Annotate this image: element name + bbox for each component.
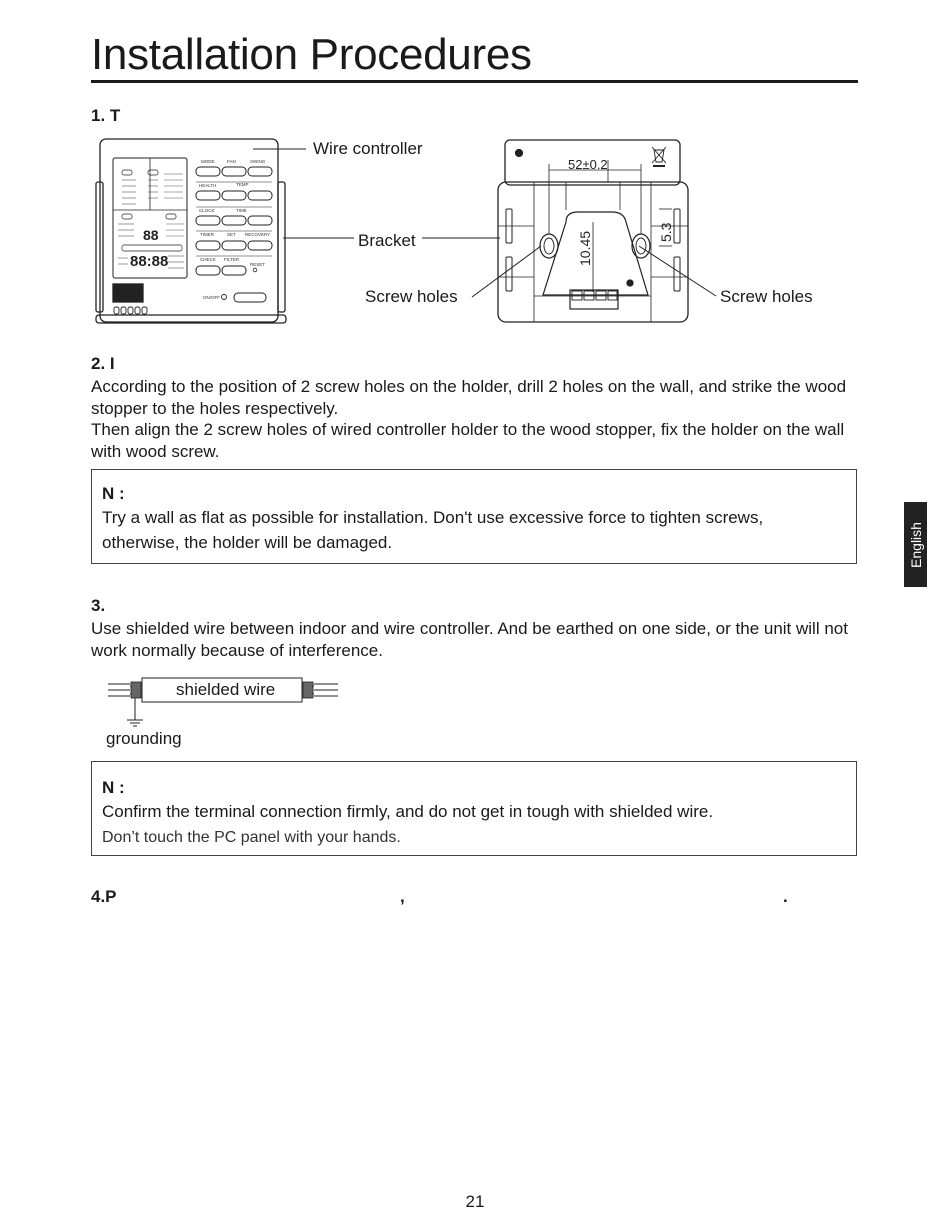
- controller-display-digits: [130, 227, 168, 270]
- svg-text:TIMER: TIMER: [200, 232, 214, 237]
- svg-text:RESET: RESET: [250, 262, 266, 267]
- svg-text:ON/OFF: ON/OFF: [203, 295, 220, 300]
- svg-text:CLOCK: CLOCK: [199, 208, 215, 213]
- section-1-heading: 1. T: [91, 106, 121, 125]
- section-3-heading: 3.: [91, 596, 106, 615]
- page-number: 21: [465, 1192, 485, 1211]
- note-2-line-1: Confirm the terminal connection firmly, and do not get in tough with shielded wire.: [102, 802, 714, 821]
- label-shielded-wire: shielded wire: [176, 680, 276, 699]
- section-2-heading: 2. I: [91, 354, 115, 373]
- note-box-2: [91, 761, 857, 856]
- note-1-body: Try a wall as flat as possible for installation. Don't use excessive force to tighten screws, otherwise, the holder will be damaged.: [102, 508, 764, 552]
- svg-text:CHECK: CHECK: [200, 257, 216, 262]
- page-title: Installation Procedures: [91, 30, 532, 79]
- svg-text:RECOVERY: RECOVERY: [245, 232, 271, 237]
- language-tab: [904, 502, 927, 587]
- svg-text:MODE: MODE: [201, 159, 215, 164]
- label-bracket: Bracket: [358, 231, 416, 250]
- note-1-heading: N :: [102, 484, 125, 503]
- controller-button-labels: [199, 159, 270, 300]
- svg-text:52±0.2: 52±0.2: [568, 157, 608, 172]
- section-2-paragraph: According to the position of 2 screw holes on the holder, drill 2 holes on the wall, and strike the wood stopper to the holes respectively. Then align the 2 screw holes of wired controller holder to the wood stopper, fix the holder on the wall with wood screw.: [91, 377, 847, 461]
- svg-text:5.3: 5.3: [658, 222, 674, 242]
- svg-text:TIME: TIME: [236, 208, 247, 213]
- language-tab-label: English: [907, 521, 924, 568]
- label-grounding: grounding: [106, 729, 182, 748]
- label-screw-holes-right: Screw holes: [720, 287, 813, 306]
- leader-lines: [253, 149, 716, 297]
- svg-text:FILTER: FILTER: [224, 257, 240, 262]
- note-box-1: [91, 469, 857, 564]
- svg-text:TEMP: TEMP: [236, 182, 249, 187]
- section-3-paragraph: Use shielded wire between indoor and wire controller. And be earthed on one side, or the unit will not work normally because of interference.: [91, 619, 848, 660]
- section-4-heading: 4.P: [91, 887, 117, 906]
- label-wire-controller: Wire controller: [313, 139, 423, 158]
- svg-text:SWING: SWING: [250, 159, 266, 164]
- section-4-comma: ,: [400, 887, 405, 906]
- svg-text:10.45: 10.45: [577, 230, 593, 266]
- title-rule: [91, 80, 858, 83]
- figure-shielded-wire: [100, 672, 350, 730]
- label-screw-holes-left: Screw holes: [365, 287, 458, 306]
- svg-text:HEALTH: HEALTH: [199, 183, 217, 188]
- note-2-heading: N :: [102, 778, 125, 797]
- svg-text:FAN: FAN: [227, 159, 236, 164]
- figure-controller-bracket: [88, 130, 828, 330]
- svg-text:88:88: 88:88: [130, 253, 169, 270]
- wire-controller-drawing: [96, 139, 286, 323]
- note-2-line-2: Don’t touch the PC panel with your hands.: [102, 829, 401, 846]
- section-4-period: .: [783, 887, 788, 906]
- svg-text:88: 88: [143, 227, 159, 243]
- svg-text:SET: SET: [227, 232, 236, 237]
